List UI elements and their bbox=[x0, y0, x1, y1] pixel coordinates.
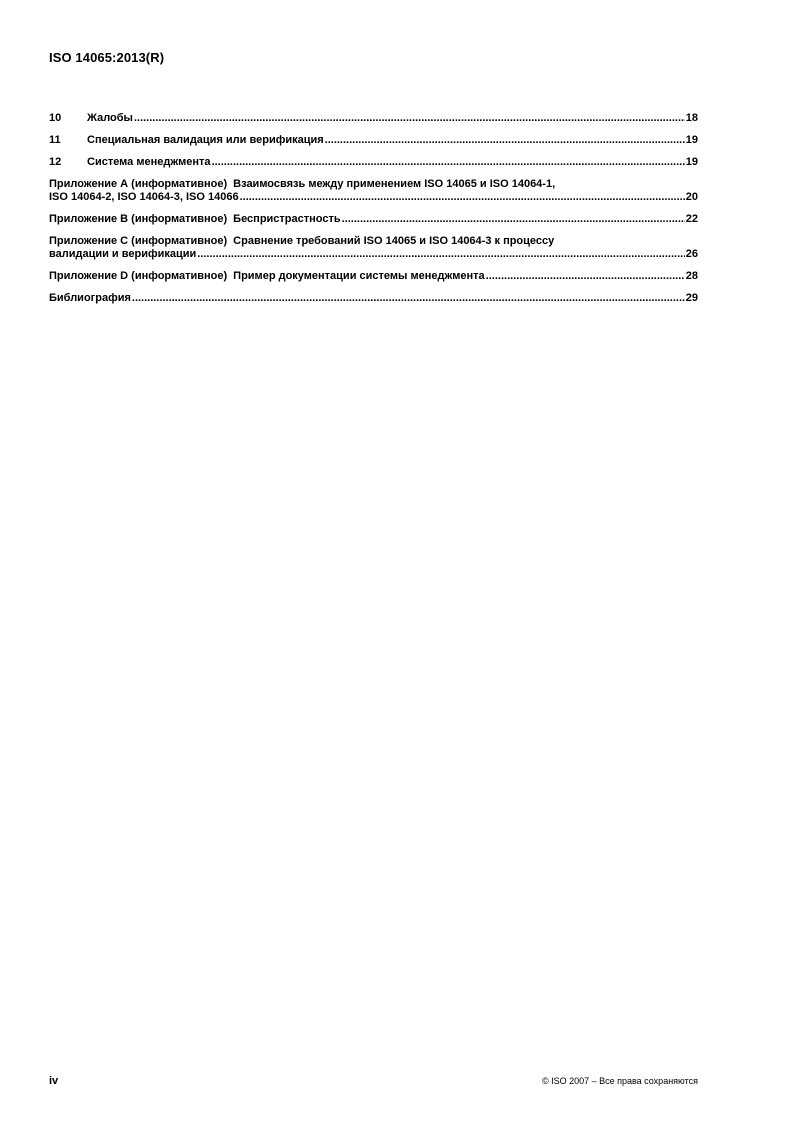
toc-entry-title: Сравнение требований ISO 14065 и ISO 14064-3 к процессу bbox=[233, 235, 555, 247]
toc-entry-title: Библиография bbox=[49, 292, 131, 304]
toc-entry-annex-label: Приложение D (информативное) bbox=[49, 270, 228, 282]
dot-leader bbox=[132, 292, 685, 305]
toc-entry-bibliography[interactable] bbox=[49, 292, 698, 305]
toc-entry-annex-c[interactable] bbox=[49, 235, 698, 261]
toc-entry-annex-a[interactable] bbox=[49, 178, 698, 204]
toc-entry-annex-d[interactable] bbox=[49, 270, 698, 283]
toc-entry-number: 11 bbox=[49, 134, 61, 146]
toc-entry-page: 28 bbox=[685, 270, 698, 282]
dot-leader bbox=[486, 270, 685, 283]
dot-leader bbox=[325, 134, 685, 147]
toc-entry-page: 19 bbox=[685, 156, 698, 168]
toc-entry-annex-label: Приложение С (информативное) bbox=[49, 235, 228, 247]
toc-entry-page: 20 bbox=[685, 191, 698, 203]
toc-entry-annex-label: Приложение А (информативное) bbox=[49, 178, 228, 190]
page-number: iv bbox=[49, 1075, 59, 1087]
toc-entry-page: 19 bbox=[685, 134, 698, 146]
dot-leader bbox=[197, 248, 684, 261]
toc-entry-title: Беспристрастность bbox=[233, 213, 341, 225]
toc-entry-page: 29 bbox=[685, 292, 698, 304]
toc-entry-title: Взаимосвязь между применением ISO 14065 и ISO 14064-1, bbox=[233, 178, 556, 190]
toc-entry-number: 12 bbox=[49, 156, 62, 168]
toc-entry-page: 26 bbox=[685, 248, 698, 260]
toc-entry-annex-b[interactable] bbox=[49, 213, 698, 226]
toc-entry-title-continued: валидации и верификации bbox=[49, 248, 197, 260]
dot-leader bbox=[134, 112, 685, 125]
toc-entry-page: 18 bbox=[685, 112, 698, 124]
document-id-header: ISO 14065:2013(R) bbox=[49, 50, 165, 65]
dot-leader bbox=[212, 156, 685, 169]
copyright-notice: © ISO 2007 – Все права сохраняются bbox=[541, 1076, 698, 1086]
toc-entry-title: Пример документации системы менеджмента bbox=[233, 270, 485, 282]
toc-entry-number: 10 bbox=[49, 112, 62, 124]
toc-entry-page: 22 bbox=[685, 213, 698, 225]
toc-entry-title: Жалобы bbox=[87, 112, 133, 124]
toc-entry-first-line bbox=[49, 178, 698, 191]
toc-entry-clause-10[interactable] bbox=[49, 112, 698, 125]
dot-leader bbox=[342, 213, 685, 226]
toc-entry-first-line bbox=[49, 235, 698, 248]
table-of-contents bbox=[49, 112, 698, 314]
toc-entry-title: Специальная валидация или верификация bbox=[87, 134, 324, 146]
dot-leader bbox=[240, 191, 685, 204]
toc-entry-title-continued: ISO 14064-2, ISO 14064-3, ISO 14066 bbox=[49, 191, 239, 203]
toc-entry-clause-11[interactable] bbox=[49, 134, 698, 147]
toc-entry-title: Система менеджмента bbox=[87, 156, 211, 168]
toc-entry-annex-label: Приложение В (информативное) bbox=[49, 213, 228, 225]
toc-entry-clause-12[interactable] bbox=[49, 156, 698, 169]
